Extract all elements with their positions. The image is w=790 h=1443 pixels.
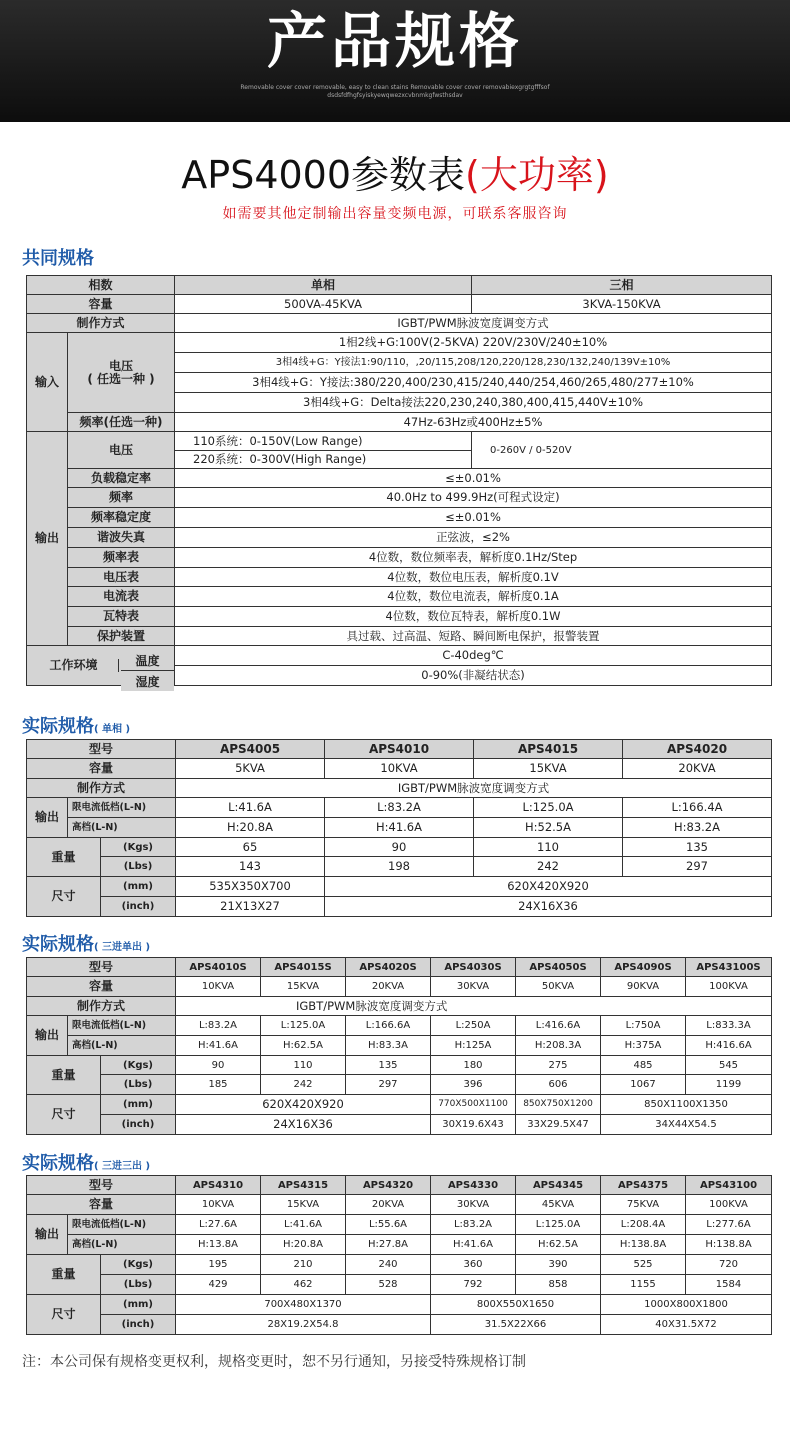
- capacity-cell: 5KVA: [176, 759, 325, 779]
- kgs-cell: 135: [346, 1056, 431, 1075]
- table-row: [27, 469, 772, 488]
- table-row: [27, 413, 772, 432]
- kgs-cell: 195: [176, 1255, 261, 1275]
- high-current-cell: H:62.5A: [261, 1036, 346, 1056]
- table-row: [27, 877, 772, 897]
- capacity-cell: 100KVA: [686, 1195, 772, 1215]
- capacity-cell: 90KVA: [601, 977, 686, 997]
- low-current-cell: L:166.6A: [346, 1016, 431, 1036]
- lbs-label: (Lbs): [101, 857, 176, 877]
- model-cell: APS43100S: [686, 958, 772, 977]
- lbs-cell: 462: [261, 1275, 346, 1295]
- output-label: 输出: [27, 432, 68, 646]
- kgs-cell: 720: [686, 1255, 772, 1275]
- capacity-cell: 30KVA: [431, 977, 516, 997]
- lbs-cell: 185: [176, 1075, 261, 1095]
- table-row: [27, 818, 772, 838]
- output-label: 输出: [27, 798, 68, 838]
- inch-cell: 21X13X27: [176, 897, 325, 917]
- table-row: [27, 1215, 772, 1235]
- mm-cell: 620X420X920: [176, 1095, 431, 1115]
- inch-cell: 24X16X36: [176, 1115, 431, 1135]
- low-current-cell: L:27.6A: [176, 1215, 261, 1235]
- high-current-cell: H:13.8A: [176, 1235, 261, 1255]
- table-row: [27, 607, 772, 627]
- high-current-cell: H:416.6A: [686, 1036, 772, 1056]
- high-current-cell: H:83.2A: [623, 818, 772, 838]
- lbs-cell: 396: [431, 1075, 516, 1095]
- high-current-cell: H:41.6A: [431, 1235, 516, 1255]
- table-row: [27, 276, 772, 295]
- table-row: [27, 977, 772, 997]
- table-row: [27, 759, 772, 779]
- kgs-cell: 210: [261, 1255, 346, 1275]
- env-temp-text: C-40deg℃: [442, 648, 504, 662]
- high-current-cell: H:125A: [431, 1036, 516, 1056]
- env-humidity-value: 0-90%(非凝结状态): [175, 666, 772, 686]
- model-cell: APS4050S: [516, 958, 601, 977]
- output-label: 输出: [27, 1215, 68, 1255]
- inch-cell: 31.5X22X66: [431, 1315, 601, 1335]
- input-voltage-line: 3相4线+G：Y接法1:90/110，,20/115,208/120,220/128,230/132,240/139V±10%: [175, 353, 772, 373]
- capacity-cell: 15KVA: [261, 977, 346, 997]
- mm-cell: 770X500X1100: [431, 1095, 516, 1115]
- low-current-cell: L:750A: [601, 1016, 686, 1036]
- model-label: 型号: [27, 1176, 176, 1195]
- inch-cell: 30X19.6X43: [431, 1115, 516, 1135]
- model-cell: APS4375: [601, 1176, 686, 1195]
- capacity-cell: 10KVA: [176, 1195, 261, 1215]
- spec-label: 频率: [68, 488, 175, 508]
- model-cell: APS4310: [176, 1176, 261, 1195]
- model-cell: APS4005: [176, 740, 325, 759]
- high-current-label: 高档(L-N): [68, 1036, 176, 1056]
- output-voltage-three: 0-260V / 0-520V: [472, 432, 772, 469]
- env-temp-value: [175, 646, 772, 666]
- high-current-cell: H:208.3A: [516, 1036, 601, 1056]
- high-current-cell: H:20.8A: [176, 818, 325, 838]
- input-freq-label: 频率(任选一种): [68, 413, 175, 432]
- low-current-cell: L:166.4A: [623, 798, 772, 818]
- low-current-cell: L:83.2A: [325, 798, 474, 818]
- table-row: [27, 779, 772, 798]
- model-cell: APS4315: [261, 1176, 346, 1195]
- section-heading-small: ( 三进三出 ): [94, 1161, 151, 1172]
- inch-cell: 33X29.5X47: [516, 1115, 601, 1135]
- spec-value: 40.0Hz to 499.9Hz(可程式设定): [175, 488, 772, 508]
- table-row: [27, 740, 772, 759]
- kgs-cell: 525: [601, 1255, 686, 1275]
- kgs-cell: 390: [516, 1255, 601, 1275]
- spec-label: 频率表: [68, 548, 175, 568]
- banner-title: 产品规格: [267, 7, 523, 77]
- section-heading-common: 共同规格: [22, 248, 94, 269]
- mm-cell: 700X480X1370: [176, 1295, 431, 1315]
- high-current-cell: H:375A: [601, 1036, 686, 1056]
- kgs-label: (Kgs): [101, 838, 176, 857]
- method-label: 制作方式: [27, 314, 175, 333]
- spec-value: ≤±0.01%: [175, 469, 772, 488]
- model-cell: APS43100: [686, 1176, 772, 1195]
- banner-subtext: [0, 84, 790, 100]
- lbs-cell: 1584: [686, 1275, 772, 1295]
- capacity-cell: 15KVA: [474, 759, 623, 779]
- input-freq-value: 47Hz-63Hz或400Hz±5%: [175, 413, 772, 432]
- voltage-label-text: 电压: [109, 358, 134, 373]
- model-label: 型号: [27, 958, 176, 977]
- capacity-single: 500VA-45KVA: [175, 295, 472, 314]
- kgs-cell: 110: [474, 838, 623, 857]
- weight-label: 重量: [27, 838, 101, 877]
- mm-cell: 620X420X920: [325, 877, 772, 897]
- kgs-cell: 65: [176, 838, 325, 857]
- capacity-cell: 20KVA: [346, 977, 431, 997]
- spec-label: 频率稳定度: [68, 508, 175, 528]
- mm-cell: 850X750X1200: [516, 1095, 601, 1115]
- table-row: [27, 528, 772, 548]
- model-cell: APS4320: [346, 1176, 431, 1195]
- mm-label: (mm): [101, 877, 176, 897]
- protection-value: 具过载、过高温、短路、瞬间断电保护，报警装置: [175, 627, 772, 646]
- section-heading-small: ( 三进单出 ): [94, 942, 151, 953]
- table-row: [27, 1315, 772, 1335]
- low-current-cell: L:833.3A: [686, 1016, 772, 1036]
- model-cell: APS4345: [516, 1176, 601, 1195]
- high-current-cell: H:27.8A: [346, 1235, 431, 1255]
- page-title-main: APS4000参数表: [181, 153, 466, 197]
- model-cell: APS4010: [325, 740, 474, 759]
- high-current-cell: H:52.5A: [474, 818, 623, 838]
- capacity-three: 3KVA-150KVA: [472, 295, 772, 314]
- section-heading-text: 实际规格: [22, 934, 94, 955]
- high-current-label: 高档(L-N): [68, 818, 176, 838]
- kgs-cell: 485: [601, 1056, 686, 1075]
- phase-three: 三相: [472, 276, 772, 295]
- table-row: [27, 1095, 772, 1115]
- high-current-cell: H:83.3A: [346, 1036, 431, 1056]
- capacity-cell: 30KVA: [431, 1195, 516, 1215]
- method-label: 制作方式: [27, 779, 176, 798]
- custom-note: 如需要其他定制输出容量变频电源，可联系客服咨询: [222, 206, 568, 222]
- lbs-cell: 1199: [686, 1075, 772, 1095]
- method-value: IGBT/PWM脉波宽度调变方式: [176, 779, 772, 798]
- kgs-cell: 110: [261, 1056, 346, 1075]
- low-current-cell: L:125.0A: [474, 798, 623, 818]
- size-label: 尺寸: [27, 1295, 101, 1335]
- model-cell: APS4090S: [601, 958, 686, 977]
- table-row: [27, 1115, 772, 1135]
- kgs-cell: 90: [176, 1056, 261, 1075]
- protection-label: 保护装置: [68, 627, 175, 646]
- low-current-cell: L:277.6A: [686, 1215, 772, 1235]
- capacity-label: 容量: [27, 977, 176, 997]
- env-label-text: 工作环境: [29, 659, 119, 672]
- section-heading-text: 实际规格: [22, 1153, 94, 1174]
- inch-cell: 28X19.2X54.8: [176, 1315, 431, 1335]
- three-in-single-out-table: [26, 957, 772, 1135]
- high-current-cell: H:41.6A: [176, 1036, 261, 1056]
- section-heading-three-single: [22, 930, 150, 956]
- table-row: [27, 958, 772, 977]
- kgs-cell: 240: [346, 1255, 431, 1275]
- low-current-cell: L:125.0A: [261, 1016, 346, 1036]
- capacity-cell: 15KVA: [261, 1195, 346, 1215]
- input-voltage-line: 3相4线+G：Y接法:380/220,400/230,415/240,440/254,460/265,480/277±10%: [175, 373, 772, 393]
- capacity-cell: 10KVA: [176, 977, 261, 997]
- spec-value: 4位数，数位电压表，解析度0.1V: [175, 568, 772, 587]
- capacity-cell: 100KVA: [686, 977, 772, 997]
- kgs-label: (Kgs): [101, 1255, 176, 1275]
- high-current-cell: H:138.8A: [601, 1235, 686, 1255]
- spec-value: 4位数，数位瓦特表，解析度0.1W: [175, 607, 772, 627]
- banner-subtext-line: dsdsfdfhgfsyiskyewqwezxcvbnmkgfwsthsdav: [327, 92, 463, 99]
- mm-label: (mm): [101, 1095, 176, 1115]
- spec-label: 瓦特表: [68, 607, 175, 627]
- capacity-cell: 20KVA: [346, 1195, 431, 1215]
- table-row: [27, 997, 772, 1016]
- table-row: [27, 897, 772, 917]
- table-row: [27, 1295, 772, 1315]
- page-title: [0, 150, 790, 200]
- low-current-label: 限电流低档(L-N): [68, 798, 176, 818]
- banner: [0, 0, 790, 122]
- method-value: IGBT/PWM脉波宽度调变方式: [175, 314, 772, 333]
- lbs-cell: 297: [346, 1075, 431, 1095]
- spec-label: 电压表: [68, 568, 175, 587]
- low-current-cell: L:41.6A: [261, 1215, 346, 1235]
- low-current-cell: L:208.4A: [601, 1215, 686, 1235]
- capacity-label: 容量: [27, 295, 175, 314]
- banner-subtext-line: Removable cover cover removable, easy to clean stains Removable cover cover removabiexgrgtgfffsof: [240, 84, 550, 91]
- model-cell: APS4020S: [346, 958, 431, 977]
- high-current-cell: H:41.6A: [325, 818, 474, 838]
- table-row: [27, 1235, 772, 1255]
- kgs-cell: 90: [325, 838, 474, 857]
- input-voltage-line: 3相4线+G：Delta接法220,230,240,380,400,415,440V±10%: [175, 393, 772, 413]
- model-cell: APS4015S: [261, 958, 346, 977]
- lbs-label: (Lbs): [101, 1075, 176, 1095]
- method-label: 制作方式: [27, 997, 176, 1016]
- single-phase-table: [26, 739, 772, 917]
- model-cell: APS4330: [431, 1176, 516, 1195]
- model-cell: APS4010S: [176, 958, 261, 977]
- kgs-cell: 135: [623, 838, 772, 857]
- env-temp-label: 温度: [121, 651, 174, 671]
- inch-label: (inch): [101, 897, 176, 917]
- lbs-cell: 297: [623, 857, 772, 877]
- capacity-label: 容量: [27, 1195, 176, 1215]
- lbs-cell: 242: [261, 1075, 346, 1095]
- lbs-cell: 792: [431, 1275, 516, 1295]
- capacity-cell: 75KVA: [601, 1195, 686, 1215]
- phase-label: 相数: [27, 276, 175, 295]
- low-current-cell: L:55.6A: [346, 1215, 431, 1235]
- common-spec-table: [26, 275, 772, 686]
- table-row: [27, 1056, 772, 1075]
- lbs-cell: 606: [516, 1075, 601, 1095]
- input-label: 输入: [27, 333, 68, 432]
- kgs-cell: 275: [516, 1056, 601, 1075]
- model-cell: APS4020: [623, 740, 772, 759]
- low-current-cell: L:83.2A: [176, 1016, 261, 1036]
- table-row: [27, 568, 772, 587]
- spec-label: 电流表: [68, 587, 175, 607]
- low-current-cell: L:41.6A: [176, 798, 325, 818]
- table-row: [27, 798, 772, 818]
- table-row: [27, 295, 772, 314]
- table-row: [27, 333, 772, 353]
- input-voltage-label: [68, 333, 175, 413]
- kgs-cell: 360: [431, 1255, 516, 1275]
- spec-label: 谐波失真: [68, 528, 175, 548]
- capacity-cell: 50KVA: [516, 977, 601, 997]
- capacity-cell: 45KVA: [516, 1195, 601, 1215]
- mm-cell: 850X1100X1350: [601, 1095, 772, 1115]
- section-heading-text: 实际规格: [22, 716, 94, 737]
- three-in-three-out-table: [26, 1175, 772, 1335]
- inch-label: (inch): [101, 1115, 176, 1135]
- table-row: [27, 838, 772, 857]
- low-current-cell: L:250A: [431, 1016, 516, 1036]
- low-current-label: 限电流低档(L-N): [68, 1215, 176, 1235]
- spec-value: 4位数，数位电流表，解析度0.1A: [175, 587, 772, 607]
- weight-label: 重量: [27, 1255, 101, 1295]
- high-current-cell: H:62.5A: [516, 1235, 601, 1255]
- table-row: [27, 1195, 772, 1215]
- size-label: 尺寸: [27, 877, 101, 917]
- lbs-cell: 242: [474, 857, 623, 877]
- output-label: 输出: [27, 1016, 68, 1056]
- page-title-red: (大功率): [465, 153, 609, 197]
- section-heading-small: ( 单相 ): [94, 724, 131, 735]
- table-row: [27, 1255, 772, 1275]
- low-current-cell: L:125.0A: [516, 1215, 601, 1235]
- table-row: [27, 508, 772, 528]
- table-row: [27, 1075, 772, 1095]
- high-current-label: 高档(L-N): [68, 1235, 176, 1255]
- table-row: [27, 1016, 772, 1036]
- footer-note: 注：本公司保有规格变更权利，规格变更时，恕不另行通知，另接受特殊规格订制: [22, 1354, 526, 1370]
- table-row: [27, 1176, 772, 1195]
- output-voltage-high: 220系统：0-300V(High Range): [175, 451, 472, 469]
- table-row: [27, 1275, 772, 1295]
- table-row: [27, 548, 772, 568]
- table-row: [27, 857, 772, 877]
- capacity-cell: 20KVA: [623, 759, 772, 779]
- spec-value: 4位数，数位频率表，解析度0.1Hz/Step: [175, 548, 772, 568]
- capacity-cell: 10KVA: [325, 759, 474, 779]
- inch-cell: 34X44X54.5: [601, 1115, 772, 1135]
- lbs-cell: 1155: [601, 1275, 686, 1295]
- spec-label: 负载稳定率: [68, 469, 175, 488]
- kgs-label: (Kgs): [101, 1056, 176, 1075]
- table-row: [27, 314, 772, 333]
- env-humidity-label: 湿度: [121, 671, 174, 691]
- low-current-label: 限电流低档(L-N): [68, 1016, 176, 1036]
- low-current-cell: L:83.2A: [431, 1215, 516, 1235]
- mm-cell: 1000X800X1800: [601, 1295, 772, 1315]
- size-label: 尺寸: [27, 1095, 101, 1135]
- lbs-label: (Lbs): [101, 1275, 176, 1295]
- phase-single: 单相: [175, 276, 472, 295]
- table-row: [27, 432, 772, 451]
- lbs-cell: 528: [346, 1275, 431, 1295]
- spec-value: ≤±0.01%: [175, 508, 772, 528]
- inch-label: (inch): [101, 1315, 176, 1335]
- high-current-cell: H:20.8A: [261, 1235, 346, 1255]
- high-current-cell: H:138.8A: [686, 1235, 772, 1255]
- model-label: 型号: [27, 740, 176, 759]
- model-cell: APS4015: [474, 740, 623, 759]
- table-row: [27, 488, 772, 508]
- mm-label: (mm): [101, 1295, 176, 1315]
- section-heading-single: [22, 712, 130, 738]
- voltage-choose-text: ( 任选一种 ): [87, 371, 155, 386]
- table-row: [27, 1036, 772, 1056]
- output-voltage-label: 电压: [68, 432, 175, 469]
- model-cell: APS4030S: [431, 958, 516, 977]
- inch-cell: 40X31.5X72: [601, 1315, 772, 1335]
- inch-cell: 24X16X36: [325, 897, 772, 917]
- spec-value: 正弦波，≤2%: [175, 528, 772, 548]
- kgs-cell: 180: [431, 1056, 516, 1075]
- mm-cell: 535X350X700: [176, 877, 325, 897]
- table-row: [27, 587, 772, 607]
- section-heading-three-three: [22, 1149, 150, 1175]
- mm-cell: 800X550X1650: [431, 1295, 601, 1315]
- weight-label: 重量: [27, 1056, 101, 1095]
- lbs-cell: 198: [325, 857, 474, 877]
- low-current-cell: L:416.6A: [516, 1016, 601, 1036]
- input-voltage-line: 1相2线+G:100V(2-5KVA) 220V/230V/240±10%: [175, 333, 772, 353]
- output-voltage-low: 110系统：0-150V(Low Range): [175, 432, 472, 451]
- capacity-label: 容量: [27, 759, 176, 779]
- method-value: IGBT/PWM脉波宽度调变方式: [176, 997, 772, 1016]
- lbs-cell: 143: [176, 857, 325, 877]
- kgs-cell: 545: [686, 1056, 772, 1075]
- lbs-cell: 429: [176, 1275, 261, 1295]
- lbs-cell: 858: [516, 1275, 601, 1295]
- lbs-cell: 1067: [601, 1075, 686, 1095]
- table-row: [27, 627, 772, 646]
